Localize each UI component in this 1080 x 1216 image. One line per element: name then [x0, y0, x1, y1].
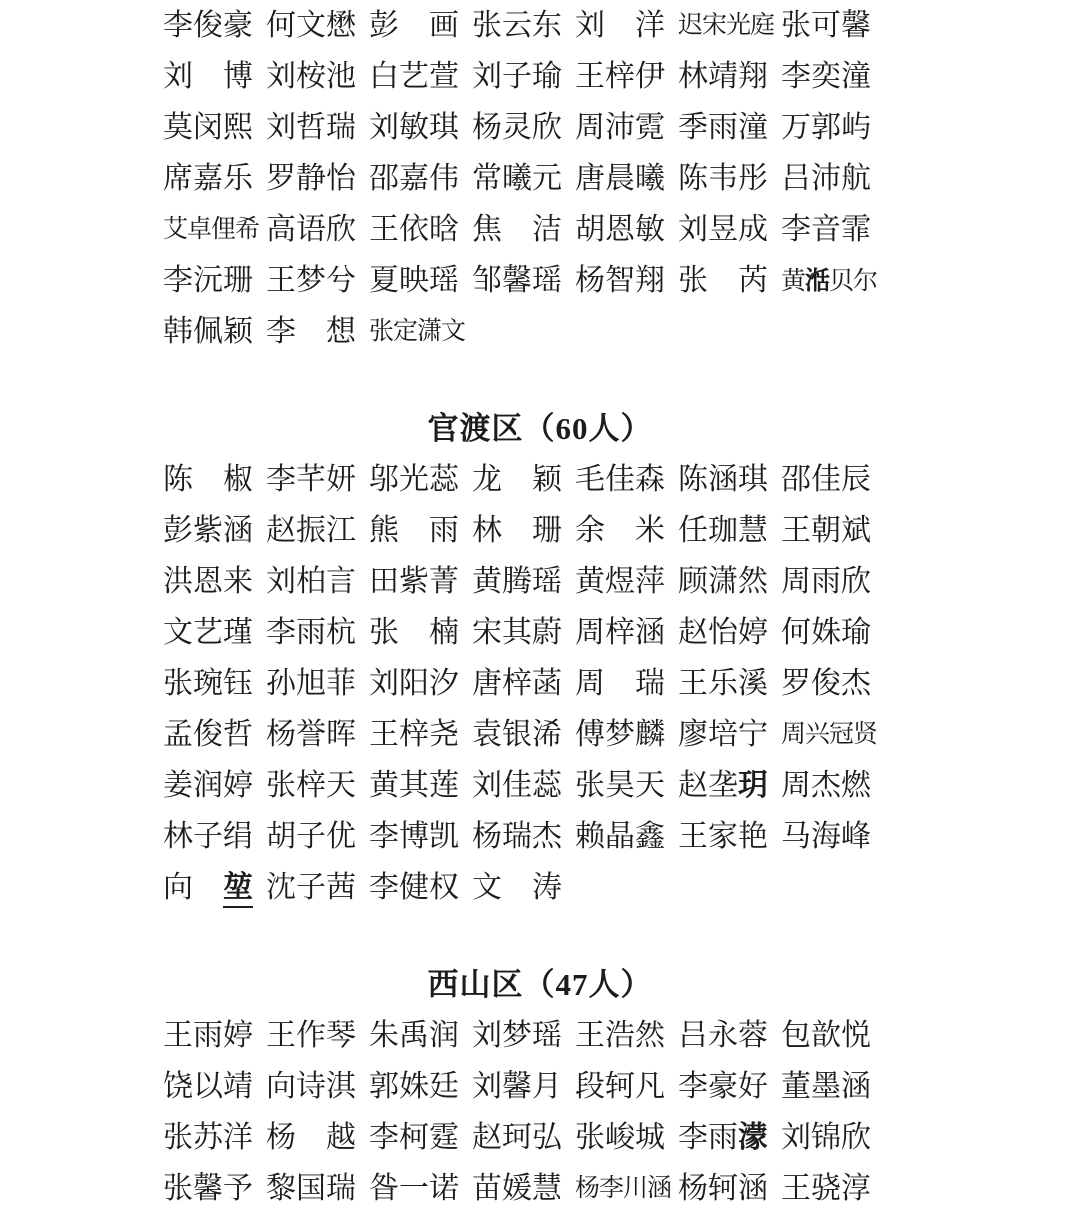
person-name: 席嘉乐 — [163, 161, 253, 195]
person-name: 张琬钰 — [163, 666, 253, 700]
person-name: 郭姝廷 — [369, 1069, 459, 1103]
person-name: 刘梦瑶 — [472, 1018, 562, 1052]
name-row — [0, 255, 1080, 306]
person-name: 何文懋 — [266, 8, 356, 42]
person-name: 刘子瑜 — [472, 59, 562, 93]
person-name: 刘哲瑞 — [266, 110, 356, 144]
person-name: 马海峰 — [781, 819, 871, 853]
person-name: 王乐溪 — [678, 666, 768, 700]
person-name: 王梓伊 — [575, 59, 665, 93]
person-name: 张梓天 — [266, 768, 356, 802]
person-name: 何姝瑜 — [781, 615, 871, 649]
person-name: 刘 博 — [163, 59, 253, 93]
person-name: 赵垄玥 — [678, 767, 768, 803]
person-name: 邬光蕊 — [369, 462, 459, 496]
person-name: 陈涵琪 — [678, 462, 768, 496]
name-row — [0, 0, 1080, 51]
person-name: 余 米 — [575, 513, 665, 547]
person-name: 文艺瑾 — [163, 615, 253, 649]
person-name: 莫闵熙 — [163, 110, 253, 144]
person-name: 周沛霓 — [575, 110, 665, 144]
person-name: 李博凯 — [369, 819, 459, 853]
person-name: 姜润婷 — [163, 768, 253, 802]
person-name: 周兴冠贤 — [781, 721, 878, 748]
person-name: 顾潇然 — [678, 564, 768, 598]
person-name: 向诗淇 — [266, 1069, 356, 1103]
person-name: 白艺萱 — [369, 59, 459, 93]
person-name: 赖晶鑫 — [575, 819, 665, 853]
person-name: 刘桉池 — [266, 59, 356, 93]
person-name: 邹馨瑶 — [472, 263, 562, 297]
person-name: 孟俊哲 — [163, 717, 253, 751]
person-name: 张 芮 — [678, 263, 768, 297]
person-name: 罗静怡 — [266, 161, 356, 195]
person-name: 杨誉晖 — [266, 717, 356, 751]
rare-character-bold: 濛 — [738, 1119, 768, 1155]
person-name: 林 珊 — [472, 513, 562, 547]
person-name: 艾卓俚希 — [163, 216, 260, 243]
person-name: 万郭屿 — [781, 110, 871, 144]
person-name: 黄其莲 — [369, 768, 459, 802]
person-name: 邵佳辰 — [781, 462, 871, 496]
person-name: 黄腾瑶 — [472, 564, 562, 598]
person-name: 袁银浠 — [472, 717, 562, 751]
person-name: 田紫菁 — [369, 564, 459, 598]
person-name: 陈 椒 — [163, 462, 253, 496]
person-name: 张峻城 — [575, 1120, 665, 1154]
person-name: 夏映瑶 — [369, 263, 459, 297]
person-name: 邵嘉伟 — [369, 161, 459, 195]
person-name: 杨 越 — [266, 1120, 356, 1154]
person-name: 宋其蔚 — [472, 615, 562, 649]
person-name: 王雨婷 — [163, 1018, 253, 1052]
name-row — [0, 556, 1080, 607]
person-name: 迟宋光庭 — [678, 12, 775, 39]
name-row — [0, 505, 1080, 556]
person-name: 高语欣 — [266, 212, 356, 246]
person-name: 刘馨月 — [472, 1069, 562, 1103]
person-name: 黄煜萍 — [575, 564, 665, 598]
person-name: 刘昱成 — [678, 212, 768, 246]
person-name: 陈韦彤 — [678, 161, 768, 195]
person-name: 杨灵欣 — [472, 110, 562, 144]
person-name: 刘佳蕊 — [472, 768, 562, 802]
person-name: 胡恩敏 — [575, 212, 665, 246]
person-name: 张昊天 — [575, 768, 665, 802]
person-name: 李 想 — [266, 314, 356, 348]
person-name: 沈子茜 — [266, 870, 356, 904]
section-header: 官渡区（60人） — [427, 411, 653, 446]
rare-character-bold: 湉 — [805, 265, 830, 295]
person-name: 吕永蓉 — [678, 1018, 768, 1052]
person-name: 唐晨曦 — [575, 161, 665, 195]
person-name: 刘敏琪 — [369, 110, 459, 144]
name-row — [0, 658, 1080, 709]
person-name: 赵珂弘 — [472, 1120, 562, 1154]
name-row — [0, 1163, 1080, 1214]
person-name: 李俊豪 — [163, 8, 253, 42]
person-name: 杨瑞杰 — [472, 819, 562, 853]
person-name: 廖培宁 — [678, 717, 768, 751]
person-name: 焦 洁 — [472, 212, 562, 246]
person-name: 王家艳 — [678, 819, 768, 853]
person-name: 吕沛航 — [781, 161, 871, 195]
person-name: 王依晗 — [369, 212, 459, 246]
name-row — [0, 862, 1080, 913]
person-name: 龙 颖 — [472, 462, 562, 496]
section-header: 西山区（47人） — [427, 967, 653, 1002]
person-name: 董墨涵 — [781, 1069, 871, 1103]
person-name: 季雨潼 — [678, 110, 768, 144]
name-row — [0, 760, 1080, 811]
person-name: 林子绢 — [163, 819, 253, 853]
person-name: 苗媛慧 — [472, 1171, 562, 1205]
name-row — [0, 709, 1080, 760]
person-name: 周 瑞 — [575, 666, 665, 700]
name-row — [0, 1061, 1080, 1112]
person-name: 黎国瑞 — [266, 1171, 356, 1205]
person-name: 朱禹润 — [369, 1018, 459, 1052]
person-name: 段轲凡 — [575, 1069, 665, 1103]
name-row — [0, 454, 1080, 505]
person-name: 韩佩颖 — [163, 314, 253, 348]
person-name: 张定潇文 — [369, 318, 466, 345]
person-name: 张苏洋 — [163, 1120, 253, 1154]
person-name: 罗俊杰 — [781, 666, 871, 700]
person-name: 张云东 — [472, 8, 562, 42]
name-row — [0, 607, 1080, 658]
person-name: 王骁淳 — [781, 1171, 871, 1205]
person-name: 向 堃 — [163, 873, 253, 903]
person-name: 杨李川涵 — [575, 1175, 672, 1202]
person-name: 杨智翔 — [575, 263, 665, 297]
person-name: 杨轲涵 — [678, 1171, 768, 1205]
person-name: 王梦兮 — [266, 263, 356, 297]
name-row — [0, 811, 1080, 862]
name-row — [0, 306, 1080, 357]
person-name: 李沅珊 — [163, 263, 253, 297]
person-name: 林靖翔 — [678, 59, 768, 93]
person-name: 王朝斌 — [781, 513, 871, 547]
person-name: 李豪好 — [678, 1069, 768, 1103]
name-row — [0, 1010, 1080, 1061]
person-name: 周杰燃 — [781, 768, 871, 802]
person-name: 张 楠 — [369, 615, 459, 649]
person-name: 赵怡婷 — [678, 615, 768, 649]
person-name: 王梓尧 — [369, 717, 459, 751]
person-name: 周梓涵 — [575, 615, 665, 649]
person-name: 昝一诺 — [369, 1171, 459, 1205]
person-name: 包歆悦 — [781, 1018, 871, 1052]
person-name: 李奕潼 — [781, 59, 871, 93]
person-name: 洪恩来 — [163, 564, 253, 598]
person-name: 刘柏言 — [266, 564, 356, 598]
name-row — [0, 204, 1080, 255]
person-name: 唐梓菡 — [472, 666, 562, 700]
person-name: 胡子优 — [266, 819, 356, 853]
person-name: 王浩然 — [575, 1018, 665, 1052]
person-name: 任珈慧 — [678, 513, 768, 547]
person-name: 彭紫涵 — [163, 513, 253, 547]
person-name: 李柯霆 — [369, 1120, 459, 1154]
person-name: 文 涛 — [472, 870, 562, 904]
person-name: 黄湉贝尔 — [781, 265, 878, 295]
person-name: 李音霏 — [781, 212, 871, 246]
rare-character-bold: 堃 — [223, 870, 253, 908]
name-row — [0, 1112, 1080, 1163]
person-name: 刘阳汐 — [369, 666, 459, 700]
person-name: 李健权 — [369, 870, 459, 904]
name-row — [0, 51, 1080, 102]
person-name: 熊 雨 — [369, 513, 459, 547]
person-name: 赵振江 — [266, 513, 356, 547]
person-name: 刘锦欣 — [781, 1120, 871, 1154]
person-name: 李芊妍 — [266, 462, 356, 496]
name-row — [0, 153, 1080, 204]
person-name: 彭 画 — [369, 8, 459, 42]
person-name: 孙旭菲 — [266, 666, 356, 700]
person-name: 李雨杭 — [266, 615, 356, 649]
name-row — [0, 102, 1080, 153]
person-name: 张可馨 — [781, 8, 871, 42]
person-name: 饶以靖 — [163, 1069, 253, 1103]
rare-character-bold: 玥 — [738, 767, 768, 803]
person-name: 张馨予 — [163, 1171, 253, 1205]
person-name: 王作琴 — [266, 1018, 356, 1052]
person-name: 李雨濛 — [678, 1119, 768, 1155]
person-name: 周雨欣 — [781, 564, 871, 598]
person-name: 傅梦麟 — [575, 717, 665, 751]
person-name: 刘 洋 — [575, 8, 665, 42]
person-name: 常曦元 — [472, 161, 562, 195]
person-name: 毛佳森 — [575, 462, 665, 496]
